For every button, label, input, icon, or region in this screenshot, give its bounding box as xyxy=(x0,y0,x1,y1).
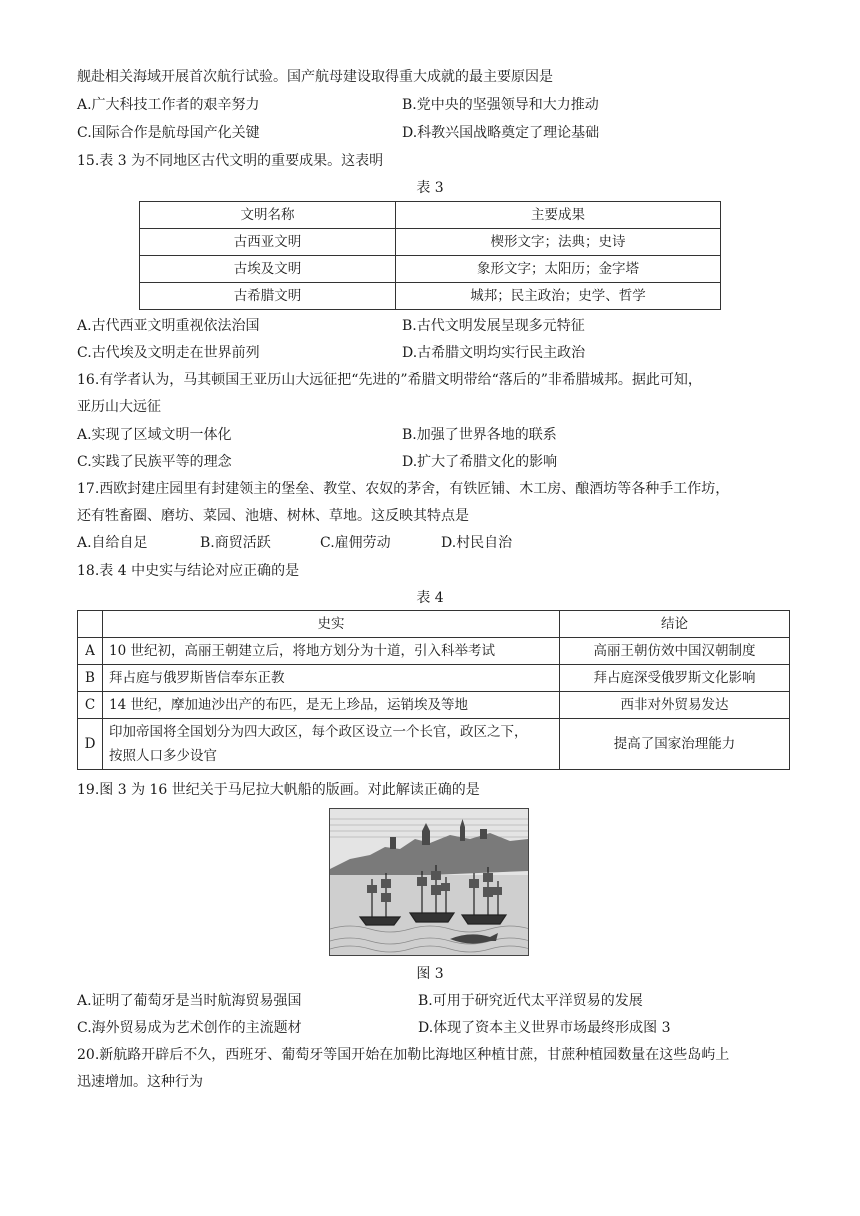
table-row xyxy=(140,283,721,310)
table-3 xyxy=(139,201,721,310)
figure3-caption: 图 3 xyxy=(416,966,444,982)
table-row xyxy=(78,638,790,665)
fact-line: 按照人口多少设官 xyxy=(109,748,217,764)
table-row xyxy=(140,229,721,256)
q15-option-a: A.古代西亚文明重视依法治国 xyxy=(77,318,260,334)
fact-line: 印加帝国将全国划分为四大政区，每个政区设立一个长官，政区之下， xyxy=(109,724,528,740)
table-cell: 古希腊文明 xyxy=(140,283,396,310)
row-label: A xyxy=(78,638,103,665)
q20-stem-line2: 迅速增加。这种行为 xyxy=(77,1074,203,1090)
q14-stem-continuation: 舰赴相关海域开展首次航行试验。国产航母建设取得重大成就的最主要原因是 xyxy=(77,69,553,85)
fact-cell: 10 世纪初，高丽王朝建立后，将地方划分为十道，引入科举考试 xyxy=(103,638,560,665)
conclusion-cell: 拜占庭深受俄罗斯文化影响 xyxy=(560,665,790,692)
conclusion-cell: 高丽王朝仿效中国汉朝制度 xyxy=(560,638,790,665)
q19-option-d: D.体现了资本主义世界市场最终形成图 3 xyxy=(418,1020,671,1036)
table-cell: 古西亚文明 xyxy=(140,229,396,256)
q14-option-a: A.广大科技工作者的艰辛努力 xyxy=(77,97,260,113)
q16-option-c: C.实践了民族平等的理念 xyxy=(77,454,232,470)
q17-stem-line2: 还有牲畜圈、磨坊、菜园、池塘、树林、草地。这反映其特点是 xyxy=(77,508,469,524)
q16-stem-line1: 16.有学者认为，马其顿国王亚历山大远征把“先进的”希腊文明带给“落后的”非希腊城邦。据此可知， xyxy=(77,372,702,388)
q17-option-c: C.雇佣劳动 xyxy=(320,535,391,551)
q19-option-c: C.海外贸易成为艺术创作的主流题材 xyxy=(77,1020,302,1036)
table-header-cell: 主要成果 xyxy=(396,202,721,229)
fact-cell: 14 世纪，摩加迪沙出产的布匹，是无上珍品，运销埃及等地 xyxy=(103,692,560,719)
q16-option-a: A.实现了区域文明一体化 xyxy=(77,427,232,443)
table-cell: 象形文字；太阳历；金字塔 xyxy=(396,256,721,283)
table-header-row xyxy=(140,202,721,229)
table-cell: 城邦；民主政治；史学、哲学 xyxy=(396,283,721,310)
table4-caption: 表 4 xyxy=(416,590,444,606)
q15-option-c: C.古代埃及文明走在世界前列 xyxy=(77,345,260,361)
q15-option-d: D.古希腊文明均实行民主政治 xyxy=(402,345,586,361)
galleon-engraving-image xyxy=(329,808,529,956)
table-row xyxy=(140,256,721,283)
table-header-cell: 结论 xyxy=(560,611,790,638)
q15-option-b: B.古代文明发展呈现多元特征 xyxy=(402,318,585,334)
table-header-cell: 文明名称 xyxy=(140,202,396,229)
row-label: C xyxy=(78,692,103,719)
q14-option-c: C.国际合作是航母国产化关键 xyxy=(77,125,260,141)
conclusion-cell: 提高了国家治理能力 xyxy=(560,719,790,770)
q19-stem: 19.图 3 为 16 世纪关于马尼拉大帆船的版画。对此解读正确的是 xyxy=(77,782,480,798)
galleon-engraving-illustration xyxy=(330,809,528,955)
table-header-cell xyxy=(78,611,103,638)
fact-cell: 拜占庭与俄罗斯皆信奉东正教 xyxy=(103,665,560,692)
q17-stem-line1: 17.西欧封建庄园里有封建领主的堡垒、教堂、农奴的茅舍，有铁匠铺、木工房、酿酒坊等各种手工作坊， xyxy=(77,481,730,497)
fact-cell xyxy=(103,719,560,770)
q17-option-a: A.自给自足 xyxy=(77,535,148,551)
q16-option-b: B.加强了世界各地的联系 xyxy=(402,427,557,443)
table-cell: 古埃及文明 xyxy=(140,256,396,283)
q17-option-d: D.村民自治 xyxy=(441,535,513,551)
table3-caption: 表 3 xyxy=(416,180,444,196)
q16-option-d: D.扩大了希腊文化的影响 xyxy=(402,454,558,470)
q17-option-b: B.商贸活跃 xyxy=(200,535,271,551)
q16-stem-line2: 亚历山大远征 xyxy=(77,399,161,415)
table-header-row xyxy=(78,611,790,638)
table-cell: 楔形文字；法典；史诗 xyxy=(396,229,721,256)
q19-option-b: B.可用于研究近代太平洋贸易的发展 xyxy=(418,993,643,1009)
table-4 xyxy=(77,610,790,770)
table-header-cell: 史实 xyxy=(103,611,560,638)
q14-option-d: D.科教兴国战略奠定了理论基础 xyxy=(402,125,600,141)
table-row xyxy=(78,692,790,719)
row-label: D xyxy=(78,719,103,770)
q15-stem: 15.表 3 为不同地区古代文明的重要成果。这表明 xyxy=(77,153,384,169)
q20-stem-line1: 20.新航路开辟后不久，西班牙、葡萄牙等国开始在加勒比海地区种植甘蔗，甘蔗种植园数量在这些岛屿上 xyxy=(77,1047,730,1063)
table-row xyxy=(78,665,790,692)
q14-option-b: B.党中央的坚强领导和大力推动 xyxy=(402,97,599,113)
q18-stem: 18.表 4 中史实与结论对应正确的是 xyxy=(77,563,300,579)
row-label: B xyxy=(78,665,103,692)
conclusion-cell: 西非对外贸易发达 xyxy=(560,692,790,719)
q19-option-a: A.证明了葡萄牙是当时航海贸易强国 xyxy=(77,993,302,1009)
table-row xyxy=(78,719,790,770)
